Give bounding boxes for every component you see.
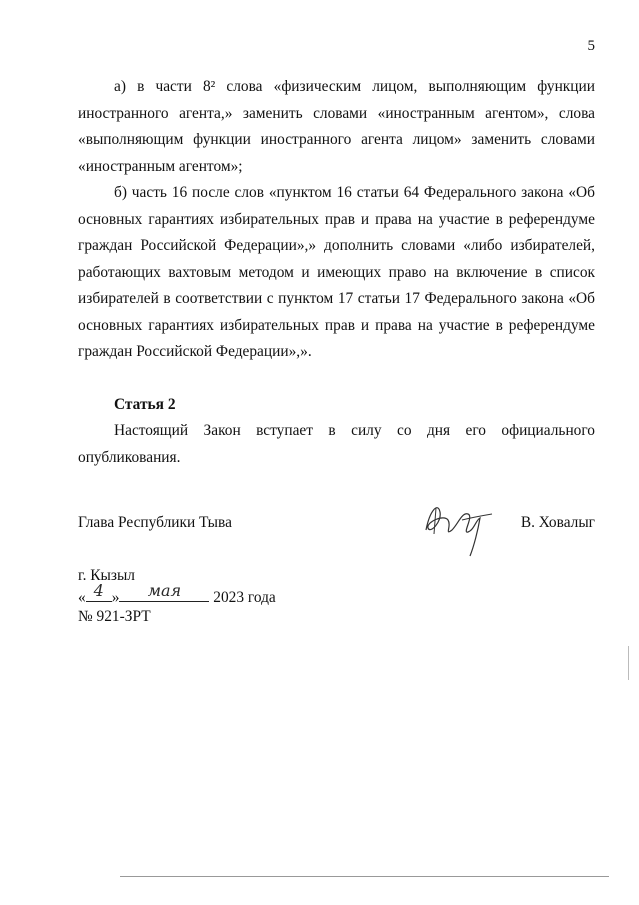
- signature-block: [78, 508, 595, 538]
- scan-bottom-edge: [120, 876, 609, 877]
- date-month-blank: [119, 581, 209, 602]
- page-number: 5: [587, 38, 595, 54]
- quote-close: »: [111, 589, 120, 606]
- handwritten-signature: [418, 490, 498, 560]
- date-year: 2023 года: [213, 589, 276, 606]
- article-2-text: Настоящий Закон вступает в силу со дня его официального опубликования.: [78, 422, 595, 466]
- article-2-heading: Статья 2: [114, 395, 176, 413]
- city: г. Кызыл: [78, 567, 135, 584]
- document-body: [78, 74, 595, 471]
- quote-open: «: [78, 589, 86, 606]
- signatory-title: Глава Республики Тыва: [78, 514, 232, 531]
- date-day: 4: [93, 581, 104, 600]
- paragraph-b: б) часть 16 после слов «пунктом 16 статьи 64 Федерального закона «Об основных гарантиях избирательных прав и права на участие в референдуме граждан Российской Федерации»,» дополнить словами «либо избирателей, работающих вахтовым методом и имеющих право на включение в список избирателей в соответствии с пунктом 17 статьи 17 Федерального закона «Об основных гарантиях избирательных прав и права на участие в референдуме граждан Российской Федерации»,».: [78, 184, 595, 360]
- date-day-blank: [86, 581, 112, 602]
- signatory-name: В. Ховалыг: [520, 514, 595, 531]
- scan-edge-mark: [628, 646, 635, 680]
- date-month: мая: [147, 581, 182, 600]
- place-date-block: [78, 566, 276, 626]
- date-line: [78, 581, 276, 607]
- paragraph-a: а) в части 8² слова «физическим лицом, выполняющим функции иностранного агента,» заменить словами «иностранным агентом», слова «выполняющим функции иностранного агента лицом» заменить словами «иностранным агентом»;: [78, 78, 595, 175]
- law-number: № 921-ЗРТ: [78, 608, 151, 625]
